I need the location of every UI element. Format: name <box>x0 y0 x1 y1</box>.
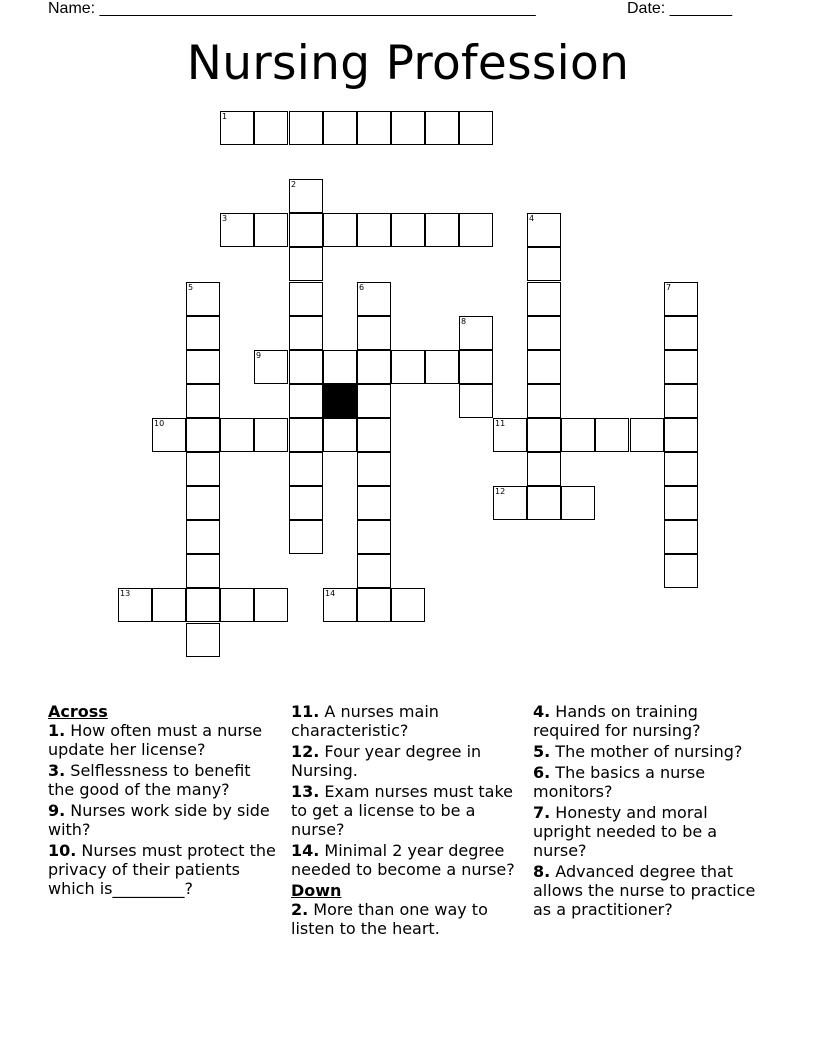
clue-down-5: 5. The mother of nursing? <box>533 742 743 761</box>
grid-cell[interactable] <box>254 213 288 247</box>
clue-number: 12 <box>495 487 506 496</box>
across-heading: Across <box>48 702 108 721</box>
clue-number: 2 <box>291 180 297 189</box>
grid-cell[interactable] <box>289 350 323 384</box>
grid-cell[interactable] <box>357 350 391 384</box>
grid-cell[interactable] <box>527 316 561 350</box>
grid-cell[interactable] <box>664 520 698 554</box>
grid-cell[interactable] <box>595 418 629 452</box>
grid-cell[interactable] <box>459 316 493 350</box>
down-heading: Down <box>291 881 342 900</box>
grid-cell[interactable] <box>357 316 391 350</box>
grid-cell[interactable] <box>289 520 323 554</box>
clue-number: 10 <box>154 419 165 428</box>
clue-down-8: 8. Advanced degree that allows the nurse to practice as a practitioner? <box>533 862 756 919</box>
clue-number: 6 <box>359 283 365 292</box>
grid-cell[interactable] <box>254 111 288 145</box>
grid-cell[interactable] <box>357 384 391 418</box>
grid-cell[interactable] <box>254 588 288 622</box>
grid-cell[interactable] <box>186 554 220 588</box>
grid-cell[interactable] <box>527 350 561 384</box>
grid-cell[interactable] <box>289 111 323 145</box>
grid-cell[interactable] <box>664 554 698 588</box>
clue-number: 8 <box>461 317 467 326</box>
clue-across-11: 11. A nurses main characteristic? <box>291 702 439 740</box>
clue-across-1: 1. How often must a nurse update her license? <box>48 721 263 759</box>
clue-down-4: 4. Hands on training required for nursing? <box>533 702 701 740</box>
grid-cell[interactable] <box>561 486 595 520</box>
grid-cell[interactable] <box>186 282 220 316</box>
black-square <box>323 384 357 418</box>
clue-number: 4 <box>529 214 535 223</box>
name-field[interactable]: Name: _________________________________________________ <box>48 0 536 17</box>
clue-number: 7 <box>666 283 672 292</box>
grid-cell[interactable] <box>357 282 391 316</box>
grid-cell[interactable] <box>118 588 152 622</box>
grid-cell[interactable] <box>425 213 459 247</box>
grid-cell[interactable] <box>220 418 254 452</box>
grid-cell[interactable] <box>323 213 357 247</box>
grid-cell[interactable] <box>186 316 220 350</box>
clue-number: 11 <box>495 419 506 428</box>
grid-cell[interactable] <box>152 418 186 452</box>
clue-column-2 <box>291 702 523 940</box>
grid-cell[interactable] <box>527 213 561 247</box>
grid-cell[interactable] <box>186 452 220 486</box>
grid-cell[interactable] <box>289 384 323 418</box>
grid-cell[interactable] <box>220 588 254 622</box>
clue-number: 13 <box>120 589 131 598</box>
grid-cell[interactable] <box>561 418 595 452</box>
grid-cell[interactable] <box>357 520 391 554</box>
grid-cell[interactable] <box>289 282 323 316</box>
grid-cell[interactable] <box>664 384 698 418</box>
grid-cell[interactable] <box>357 588 391 622</box>
grid-cell[interactable] <box>186 418 220 452</box>
grid-cell[interactable] <box>425 350 459 384</box>
grid-cell[interactable] <box>357 554 391 588</box>
grid-cell[interactable] <box>289 179 323 213</box>
clue-column-1 <box>48 702 276 900</box>
grid-cell[interactable] <box>186 623 220 657</box>
clue-number: 5 <box>188 283 194 292</box>
grid-cell[interactable] <box>391 588 425 622</box>
date-field[interactable]: Date: _______ <box>627 0 732 17</box>
grid-cell[interactable] <box>493 418 527 452</box>
grid-cell[interactable] <box>630 418 664 452</box>
clue-across-12: 12. Four year degree in Nursing. <box>291 742 482 780</box>
grid-cell[interactable] <box>664 452 698 486</box>
grid-cell[interactable] <box>186 486 220 520</box>
clue-down-2: 2. More than one way to listen to the heart. <box>291 900 488 938</box>
grid-cell[interactable] <box>664 282 698 316</box>
grid-cell[interactable] <box>220 213 254 247</box>
grid-cell[interactable] <box>459 350 493 384</box>
grid-cell[interactable] <box>391 111 425 145</box>
clue-number: 9 <box>256 351 262 360</box>
grid-cell[interactable] <box>664 316 698 350</box>
grid-cell[interactable] <box>152 588 186 622</box>
clue-down-6: 6. The basics a nurse monitors? <box>533 763 706 801</box>
grid-cell[interactable] <box>527 247 561 281</box>
clue-across-13: 13. Exam nurses must take to get a license to be a nurse? <box>291 782 513 839</box>
grid-cell[interactable] <box>289 213 323 247</box>
grid-cell[interactable] <box>357 418 391 452</box>
grid-cell[interactable] <box>186 350 220 384</box>
grid-cell[interactable] <box>186 588 220 622</box>
clue-across-9: 9. Nurses work side by side with? <box>48 801 270 839</box>
grid-cell[interactable] <box>391 350 425 384</box>
clue-number: 14 <box>325 589 336 598</box>
grid-cell[interactable] <box>323 111 357 145</box>
grid-cell[interactable] <box>391 213 425 247</box>
clue-across-3: 3. Selflessness to benefit the good of the many? <box>48 761 251 799</box>
grid-cell[interactable] <box>186 520 220 554</box>
grid-cell[interactable] <box>357 452 391 486</box>
grid-cell[interactable] <box>493 486 527 520</box>
clue-number: 3 <box>222 214 228 223</box>
page-title: Nursing Profession <box>186 36 630 91</box>
clue-across-14: 14. Minimal 2 year degree needed to become a nurse? <box>291 841 515 879</box>
grid-cell[interactable] <box>527 384 561 418</box>
grid-cell[interactable] <box>664 350 698 384</box>
grid-cell[interactable] <box>664 418 698 452</box>
grid-cell[interactable] <box>289 486 323 520</box>
grid-cell[interactable] <box>425 111 459 145</box>
grid-cell[interactable] <box>459 384 493 418</box>
grid-cell[interactable] <box>459 213 493 247</box>
clue-number: 1 <box>222 112 228 121</box>
clue-down-7: 7. Honesty and moral upright needed to be a nurse? <box>533 803 718 860</box>
grid-cell[interactable] <box>664 486 698 520</box>
grid-cell[interactable] <box>357 486 391 520</box>
clue-across-10: 10. Nurses must protect the privacy of their patients which is_________? <box>48 841 276 898</box>
grid-cell[interactable] <box>357 213 391 247</box>
grid-cell[interactable] <box>323 588 357 622</box>
grid-cell[interactable] <box>527 418 561 452</box>
grid-cell[interactable] <box>186 384 220 418</box>
clue-column-3 <box>533 702 768 921</box>
grid-cell[interactable] <box>254 418 288 452</box>
grid-cell[interactable] <box>527 282 561 316</box>
grid-cell[interactable] <box>289 316 323 350</box>
grid-cell[interactable] <box>289 247 323 281</box>
grid-cell[interactable] <box>323 350 357 384</box>
grid-cell[interactable] <box>289 452 323 486</box>
grid-cell[interactable] <box>220 111 254 145</box>
grid-cell[interactable] <box>289 418 323 452</box>
grid-cell[interactable] <box>459 111 493 145</box>
grid-cell[interactable] <box>527 452 561 486</box>
grid-cell[interactable] <box>323 418 357 452</box>
grid-cell[interactable] <box>357 111 391 145</box>
grid-cell[interactable] <box>254 350 288 384</box>
grid-cell[interactable] <box>527 486 561 520</box>
